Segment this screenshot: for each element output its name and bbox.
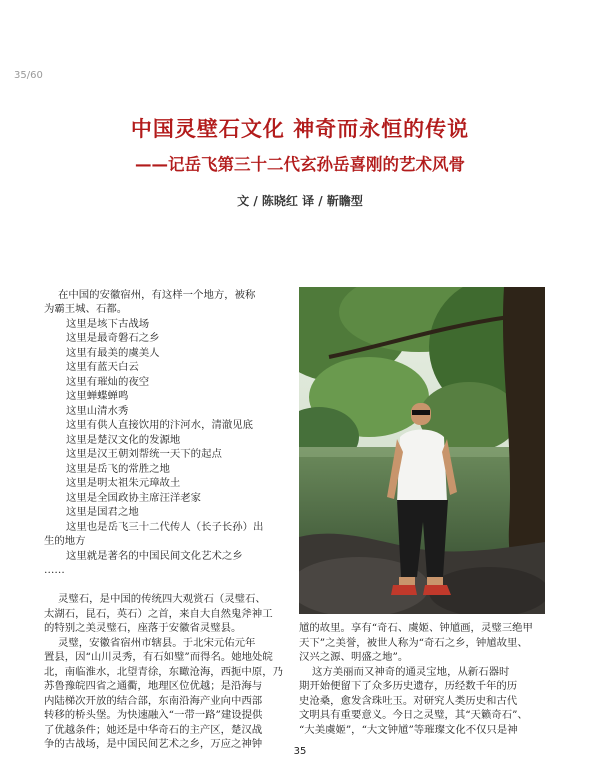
text-line: 争的古战场，是中国民间艺术之乡，万应之神钟 bbox=[44, 738, 263, 750]
text-line: 这里是垓下古战场 bbox=[66, 318, 150, 330]
text-line: 汉兴之源、明盛之地”。 bbox=[299, 651, 409, 663]
text-line: 这里蝉蝶蝉鸣 bbox=[66, 390, 129, 402]
text-line: 馗的故里。享有“奇石、虞姬、钟馗画，灵璧三绝甲 bbox=[299, 622, 533, 634]
text-line: 生的地方 bbox=[44, 535, 86, 547]
text-line: 这里是国君之地 bbox=[66, 506, 139, 518]
text-line: 这里是楚汉文化的发源地 bbox=[66, 434, 181, 446]
text-line: 置县，因“山川灵秀，有石如璧”而得名。她地处皖 bbox=[44, 651, 273, 663]
text-line: 太湖石，昆石，英石）之首，来自大自然鬼斧神工 bbox=[44, 608, 273, 620]
text-line: 这里有璀灿的夜空 bbox=[66, 376, 150, 388]
text-line: 苏鲁豫皖四省之通衢，地理区位优越；是沿海与 bbox=[44, 680, 263, 692]
text-line: 北，南临淮水，北望青徐，东瞰沧海，西扼中原，乃 bbox=[44, 666, 283, 678]
text-line: 灵璧石，是中国的传统四大观赏石（灵璧石、 bbox=[58, 593, 266, 605]
text-line: 这里是最奇磐石之乡 bbox=[66, 332, 160, 344]
text-line: …… bbox=[44, 564, 65, 576]
text-line: 了优越条件；她还是中华奇石的主产区，楚汉战 bbox=[44, 724, 263, 736]
text-line: 的特别之美灵璧石，座落于安徽省灵璧县。 bbox=[44, 622, 242, 634]
text-line: 天下”之美誉，被世人称为“奇石之乡，钟馗故里、 bbox=[299, 637, 528, 649]
text-line: 这里是全国政协主席汪洋老家 bbox=[66, 492, 202, 504]
text-line: 在中国的安徽宿州，有这样一个地方，被称 bbox=[58, 289, 256, 301]
text-line: 内陆梯次开放的结合部，东南沿海产业向中西部 bbox=[44, 695, 263, 707]
page-number: 35 bbox=[293, 746, 307, 757]
portrait-photo bbox=[299, 287, 545, 614]
text-line: 这里就是著名的中国民间文化艺术之乡 bbox=[66, 550, 243, 562]
page-counter: 35/60 bbox=[14, 70, 43, 81]
text-line: 这里有最美的虞美人 bbox=[66, 347, 160, 359]
text-line: 转移的桥头堡。为快速融入“一带一路”建设提供 bbox=[44, 709, 263, 721]
text-line: 为霸王城、石都。 bbox=[44, 303, 128, 315]
text-line: 这里是岳飞的常胜之地 bbox=[66, 463, 170, 475]
text-line: 灵璧，安徽省宿州市辖县。于北宋元佑元年 bbox=[58, 637, 256, 649]
text-line: 这里也是岳飞三十二代传人（长子长孙）出 bbox=[66, 521, 264, 533]
text-line: 文明具有重要意义。今日之灵璧，其“天籁奇石”、 bbox=[299, 709, 528, 721]
text-line: 这里是明太祖朱元璋故土 bbox=[66, 477, 181, 489]
article-subtitle: ——记岳飞第三十二代玄孙岳喜刚的艺术风骨 bbox=[135, 155, 465, 174]
article-byline: 文 / 陈晓红 译 / 靳瞻型 bbox=[237, 194, 363, 208]
text-line: 这里山清水秀 bbox=[66, 405, 129, 417]
article-title: 中国灵壁石文化 神奇而永恒的传说 bbox=[130, 117, 470, 141]
text-line: 期开始便留下了众多历史遗存，历经数千年的历 bbox=[299, 680, 518, 692]
text-line: 这里有供人直接饮用的汴河水，清澈见底 bbox=[66, 419, 254, 431]
text-line: 这方美丽而又神奇的通灵宝地，从新石器时 bbox=[312, 666, 510, 678]
text-line: “大美虞姬”，“大文钟馗”等璀璨文化不仅只是神 bbox=[299, 724, 518, 736]
text-line: 这里是汉王朝刘帮统一天下的起点 bbox=[66, 448, 222, 460]
text-line: 史沧桑，愈发含珠吐玉。对研究人类历史和古代 bbox=[299, 695, 518, 707]
text-line: 这里有蓝天白云 bbox=[66, 361, 139, 373]
